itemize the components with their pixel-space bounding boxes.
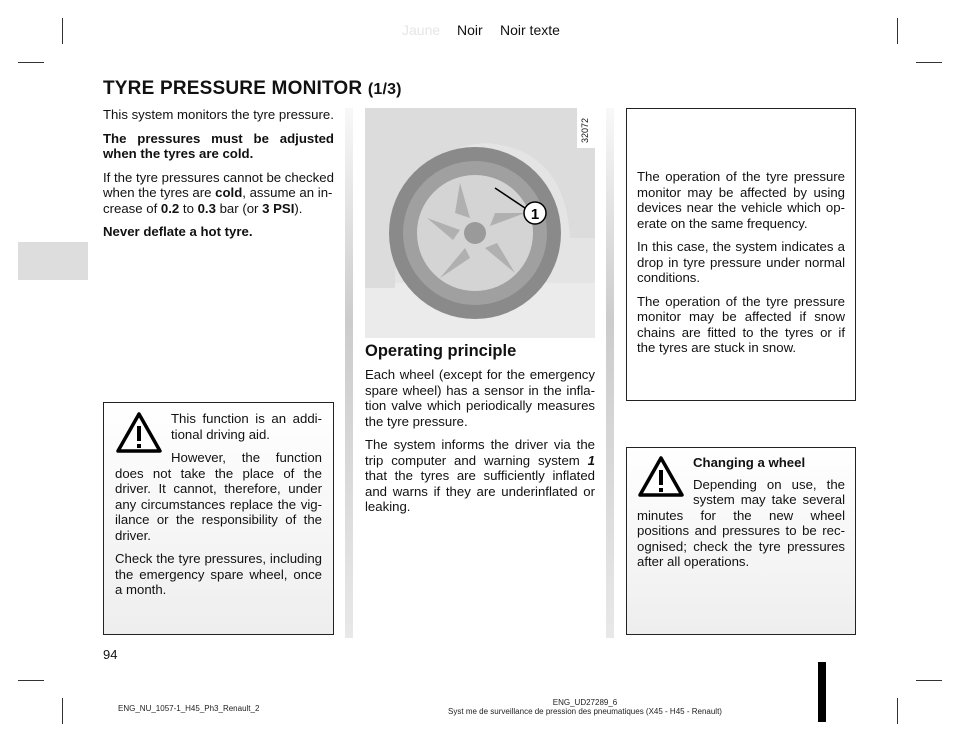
header-color-jaune: Jaune [402,22,441,38]
operating-principle: Operating principle Each wheel (except for the emergency spare wheel) has a sensor in the infla-tion valve which periodically measures the tyre pressure. The system informs the driver via the trip computer and warning system 1 that the tyres are sufficiently inflated and warns if they are underinflated or leaking. [365,342,595,514]
column-separator [606,108,614,638]
warning-triangle-icon [637,455,685,499]
crop-mark [916,680,942,681]
info-box: The operation of the tyre pressure monitor may be affected by using devices near the vehicle which op-erate on the same frequency. In this case, the system indicates a drop in tyre pressure under normal conditions. The operation of the tyre pressure monitor may be affected if snow chains are fitted to the tyres or if the tyres are stuck in snow. [626,108,856,401]
page-title: TYRE PRESSURE MONITOR (1/3) [103,78,402,99]
header-color-noir-texte: Noir texte [500,22,560,38]
crop-mark [62,18,63,44]
column-separator [345,108,353,638]
crop-mark [62,698,63,724]
warning-box: This function is an addi-tional driving aid. However, the function does not take the place of the driver. It cannot, therefore, under any circumstances replace the vig-ilance or the responsibility of the driver. Check the tyre pressures, including the emergency spare wheel, once a month. [103,402,334,635]
warning-box-changing-wheel: Changing a wheel Depending on use, the system may take several minutes for the new wheel positions and pressures to be rec-ognised; check the tyre pressures after all operations. [626,447,856,635]
crop-mark [897,698,898,724]
tyre-photo [365,108,595,338]
section-heading: Operating principle [365,342,517,360]
image-ref: 32072 [577,108,595,148]
warning-triangle-icon [115,411,163,455]
crop-mark [916,62,942,63]
wheel-illustration [365,108,595,338]
page-number: 94 [103,647,118,662]
footer-left: ENG_NU_1057-1_H45_Ph3_Renault_2 [118,704,260,713]
intro-text: This system monitors the tyre pressure. The pressures must be adjusted when the tyres are cold. If the tyre pressures cannot be checked when the tyres are cold, assume an in-crease of 0.2 to 0.3 bar (or 3 PSI). Never deflate a hot tyre. [103,107,334,239]
thumb-index-bar [818,662,826,722]
footer-right: ENG_UD27289_6 Syst me de surveillance de pression des pneumatiques (X45 - H45 - Renault) [448,698,722,716]
header-color-noir: Noir [457,22,483,38]
crop-mark [18,62,44,63]
callout-1: 1 [530,206,540,223]
chapter-tab [18,242,88,280]
crop-mark [897,18,898,44]
crop-mark [18,680,44,681]
